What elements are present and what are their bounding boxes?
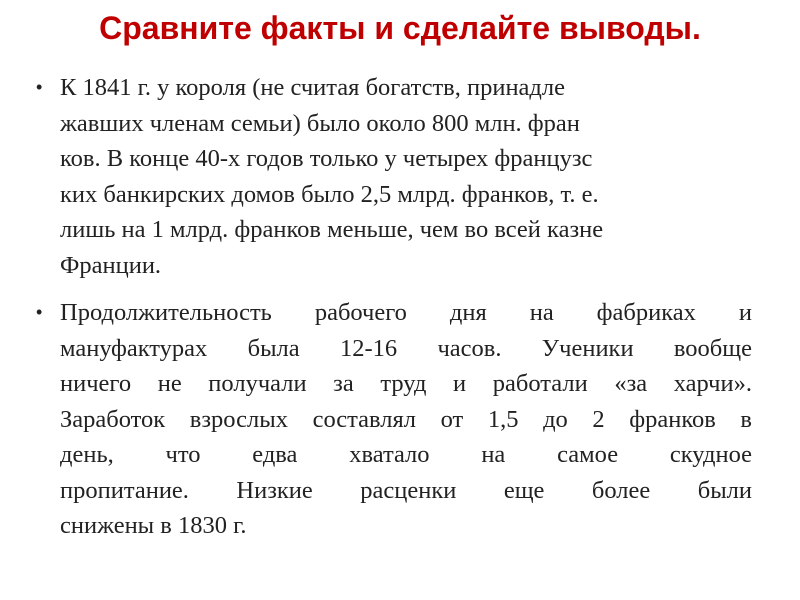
- text-line: пропитание. Низкие расценки еще более были: [60, 476, 752, 504]
- text-line: мануфактурах была 12-16 часов. Ученики вообще: [60, 334, 752, 362]
- text-line: Заработок взрослых составлял от 1,5 до 2 франков в: [60, 405, 752, 433]
- text-line: лишь на 1 млрд. франков меньше, чем во всей казне: [60, 216, 604, 243]
- text-line: жавших членам семьи) было около 800 млн. фран: [60, 109, 580, 137]
- text-line: Франции.: [60, 251, 162, 279]
- text-line: К 1841 г. у короля (не считая богатств, принадле: [60, 74, 566, 101]
- text-line: снижены в 1830 г.: [60, 512, 247, 539]
- slide-title: Сравните факты и сделайте выводы.: [99, 10, 701, 46]
- bullet-dot-icon: •: [36, 302, 43, 322]
- bullet-dot-icon: •: [36, 77, 43, 97]
- bullet-item-2: [36, 295, 752, 544]
- bullet-item-1: [36, 70, 752, 283]
- bullet-list: [36, 70, 752, 556]
- text-line: Продолжительность рабочего дня на фабриках и: [60, 299, 752, 326]
- text-line: день, что едва хватало на самое скудное: [60, 441, 752, 468]
- text-line: ков. В конце 40-х годов только у четырех французс: [60, 145, 593, 172]
- text-line: ничего не получали за труд и работали «за харчи».: [60, 370, 752, 397]
- text-line: ких банкирских домов было 2,5 млрд. франков, т. е.: [60, 180, 599, 208]
